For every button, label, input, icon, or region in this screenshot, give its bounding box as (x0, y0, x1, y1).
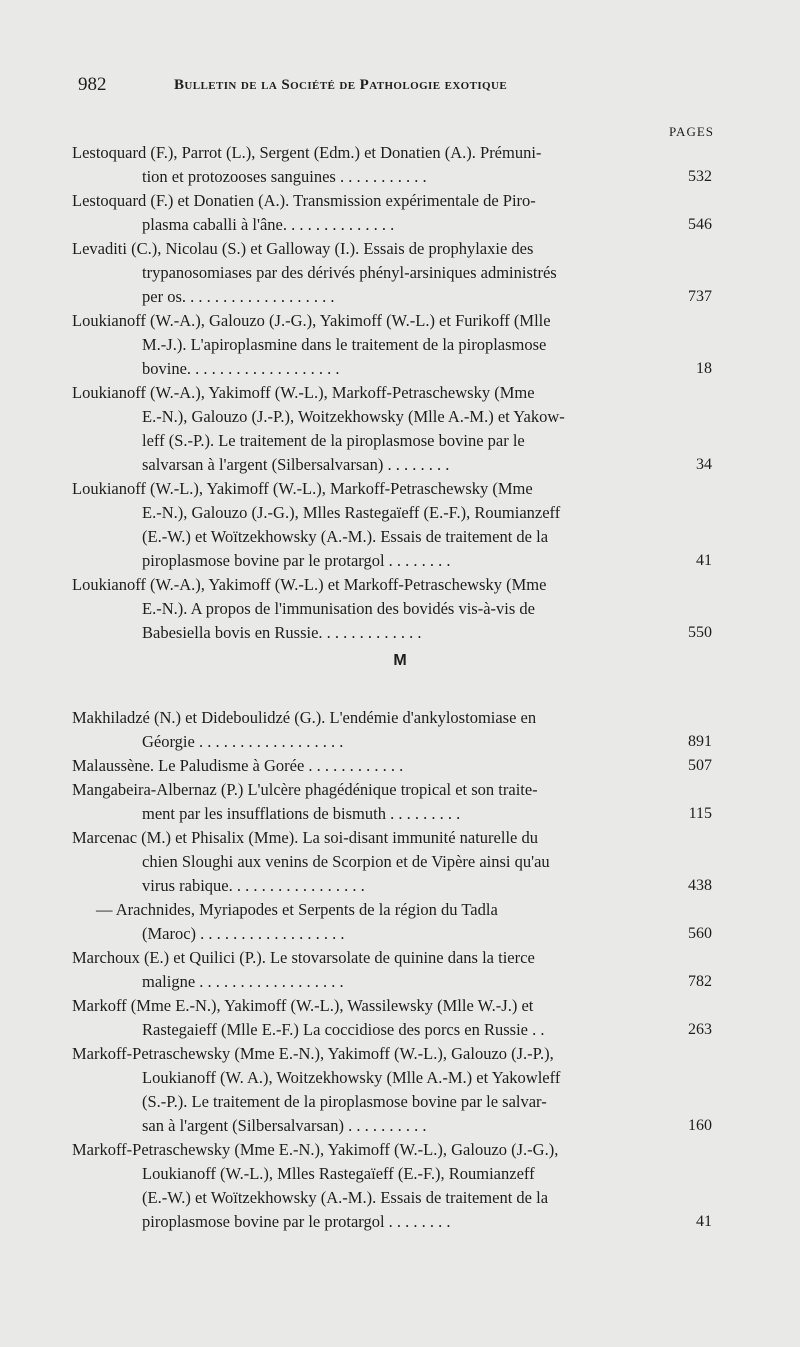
entry-authors-line: Loukianoff (W.-A.), Yakimoff (W.-L.) et Markoff-Petraschewsky (Mme (72, 575, 547, 594)
index-entry (72, 573, 712, 645)
page-reference: 891 (688, 733, 712, 750)
pages-column-label: PAGES (669, 124, 714, 139)
entry-authors-line: Levaditi (C.), Nicolau (S.) et Galloway (I.). Essais de prophylaxie des (72, 239, 534, 258)
entry-authors-line: Lestoquard (F.) et Donatien (A.). Transmission expérimentale de Piro- (72, 191, 536, 210)
page-reference: 532 (688, 168, 712, 185)
entry-continuation-line: E.-N.), Galouzo (J.-P.), Woitzekhowsky (Mlle A.-M.) et Yakow- (142, 407, 565, 426)
entry-authors-line: Markoff-Petraschewsky (Mme E.-N.), Yakimoff (W.-L.), Galouzo (J.-P.), (72, 1044, 554, 1063)
entry-continuation-line: ment par les insufflations de bismuth . . . . . . . . . (142, 804, 461, 823)
entry-authors-line: Lestoquard (F.), Parrot (L.), Sergent (Edm.) et Donatien (A.). Prémuni- (72, 143, 542, 162)
page-reference: 737 (688, 288, 712, 305)
page-reference: 782 (688, 973, 712, 990)
entry-continuation-line: salvarsan à l'argent (Silbersalvarsan) . . . . . . . . (142, 455, 450, 474)
index-entry (72, 141, 712, 189)
entry-continuation-line: trypanosomiases par des dérivés phényl-arsiniques administrés (142, 263, 557, 282)
entry-continuation-line: (Maroc) . . . . . . . . . . . . . . . . . . (142, 924, 345, 943)
entry-continuation-line: Géorgie . . . . . . . . . . . . . . . . . . (142, 732, 344, 751)
index-section-l (72, 141, 712, 645)
page-reference: 34 (696, 456, 712, 473)
page-reference: 41 (696, 552, 712, 569)
page-number: 982 (78, 74, 107, 95)
entry-continuation-line: plasma caballi à l'âne. . . . . . . . . . . . . . (142, 215, 395, 234)
entry-authors-line: Loukianoff (W.-A.), Galouzo (J.-G.), Yakimoff (W.-L.) et Furikoff (Mlle (72, 311, 551, 330)
index-entry (72, 381, 712, 477)
entry-continuation-line: per os. . . . . . . . . . . . . . . . . . . (142, 287, 335, 306)
index-entry (72, 1042, 712, 1138)
page-reference: 438 (688, 877, 712, 894)
entry-authors-line: Marchoux (E.) et Quilici (P.). Le stovarsolate de quinine dans la tierce (72, 948, 535, 967)
entry-continuation-line: E.-N.), Galouzo (J.-G.), Mlles Rastegaïeff (E.-F.), Roumianzeff (142, 503, 561, 522)
index-entry (72, 754, 712, 778)
entry-authors-line: Loukianoff (W.-A.), Yakimoff (W.-L.), Markoff-Petraschewsky (Mme (72, 383, 535, 402)
entry-authors-line: Markoff (Mme E.-N.), Yakimoff (W.-L.), Wassilewsky (Mlle W.-J.) et (72, 996, 534, 1015)
entry-continuation-line: E.-N.). A propos de l'immunisation des bovidés vis-à-vis de (142, 599, 535, 618)
entry-authors-line: Markoff-Petraschewsky (Mme E.-N.), Yakimoff (W.-L.), Galouzo (J.-G.), (72, 1140, 559, 1159)
entry-continuation-line: san à l'argent (Silbersalvarsan) . . . . . . . . . . (142, 1116, 427, 1135)
index-section-m (72, 706, 712, 1234)
entry-continuation-line: piroplasmose bovine par le protargol . . . . . . . . (142, 551, 451, 570)
index-entry (72, 994, 712, 1042)
page-reference: 507 (688, 757, 712, 774)
entry-authors-line: Mangabeira-Albernaz (P.) L'ulcère phagédénique tropical et son traite- (72, 780, 538, 799)
entry-continuation-line: leff (S.-P.). Le traitement de la piroplasmose bovine par le (142, 431, 525, 450)
index-entry (72, 898, 712, 946)
section-letter: M (393, 652, 407, 669)
page-reference: 41 (696, 1213, 712, 1230)
index-entry (72, 706, 712, 754)
entry-continuation-line: M.-J.). L'apiroplasmine dans le traitement de la piroplasmose (142, 335, 547, 354)
page-reference: 546 (688, 216, 712, 233)
entry-authors-line: Marcenac (M.) et Phisalix (Mme). La soi-disant immunité naturelle du (72, 828, 538, 847)
index-entry (72, 778, 712, 826)
index-entry (72, 946, 712, 994)
entry-authors-line: — Arachnides, Myriapodes et Serpents de la région du Tadla (96, 900, 498, 919)
index-entry (72, 309, 712, 381)
index-entry (72, 189, 712, 237)
entry-continuation-line: chien Sloughi aux venins de Scorpion et de Vipère ainsi qu'au (142, 852, 550, 871)
entry-continuation-line: Rastegaieff (Mlle E.-F.) La coccidiose des porcs en Russie . . (142, 1020, 545, 1039)
page-reference: 115 (688, 805, 712, 822)
entry-authors-line: Loukianoff (W.-L.), Yakimoff (W.-L.), Markoff-Petraschewsky (Mme (72, 479, 533, 498)
entry-authors-line: Malaussène. Le Paludisme à Gorée . . . . . . . . . . . . (72, 756, 404, 775)
entry-continuation-line: Loukianoff (W. A.), Woitzekhowsky (Mlle A.-M.) et Yakowleff (142, 1068, 561, 1087)
index-entry (72, 826, 712, 898)
running-title: Bulletin de la Société de Pathologie exotique (174, 77, 508, 93)
entry-continuation-line: (E.-W.) et Woïtzekhowsky (A.-M.). Essais de traitement de la (142, 1188, 549, 1207)
index-entry (72, 1138, 712, 1234)
index-entry (72, 237, 712, 309)
entry-continuation-line: Loukianoff (W.-L.), Mlles Rastegaïeff (E.-F.), Roumianzeff (142, 1164, 535, 1183)
entry-continuation-line: bovine. . . . . . . . . . . . . . . . . . . (142, 359, 340, 378)
entry-authors-line: Makhiladzé (N.) et Dideboulidzé (G.). L'endémie d'ankylostomiase en (72, 708, 537, 727)
entry-continuation-line: virus rabique. . . . . . . . . . . . . . . . . (142, 876, 365, 895)
entry-continuation-line: (E.-W.) et Woïtzekhowsky (A.-M.). Essais de traitement de la (142, 527, 549, 546)
entry-continuation-line: (S.-P.). Le traitement de la piroplasmose bovine par le salvar- (142, 1092, 547, 1111)
entry-continuation-line: maligne . . . . . . . . . . . . . . . . . . (142, 972, 344, 991)
page-reference: 263 (688, 1021, 712, 1038)
entry-continuation-line: Babesiella bovis en Russie. . . . . . . . . . . . . (142, 623, 422, 642)
entry-continuation-line: tion et protozooses sanguines . . . . . . . . . . . (142, 167, 427, 186)
entry-continuation-line: piroplasmose bovine par le protargol . . . . . . . . (142, 1212, 451, 1231)
page-reference: 18 (696, 360, 712, 377)
page-reference: 160 (688, 1117, 712, 1134)
page-header (78, 74, 714, 102)
page-reference: 560 (688, 925, 712, 942)
page-reference: 550 (688, 624, 712, 641)
index-entry (72, 477, 712, 573)
